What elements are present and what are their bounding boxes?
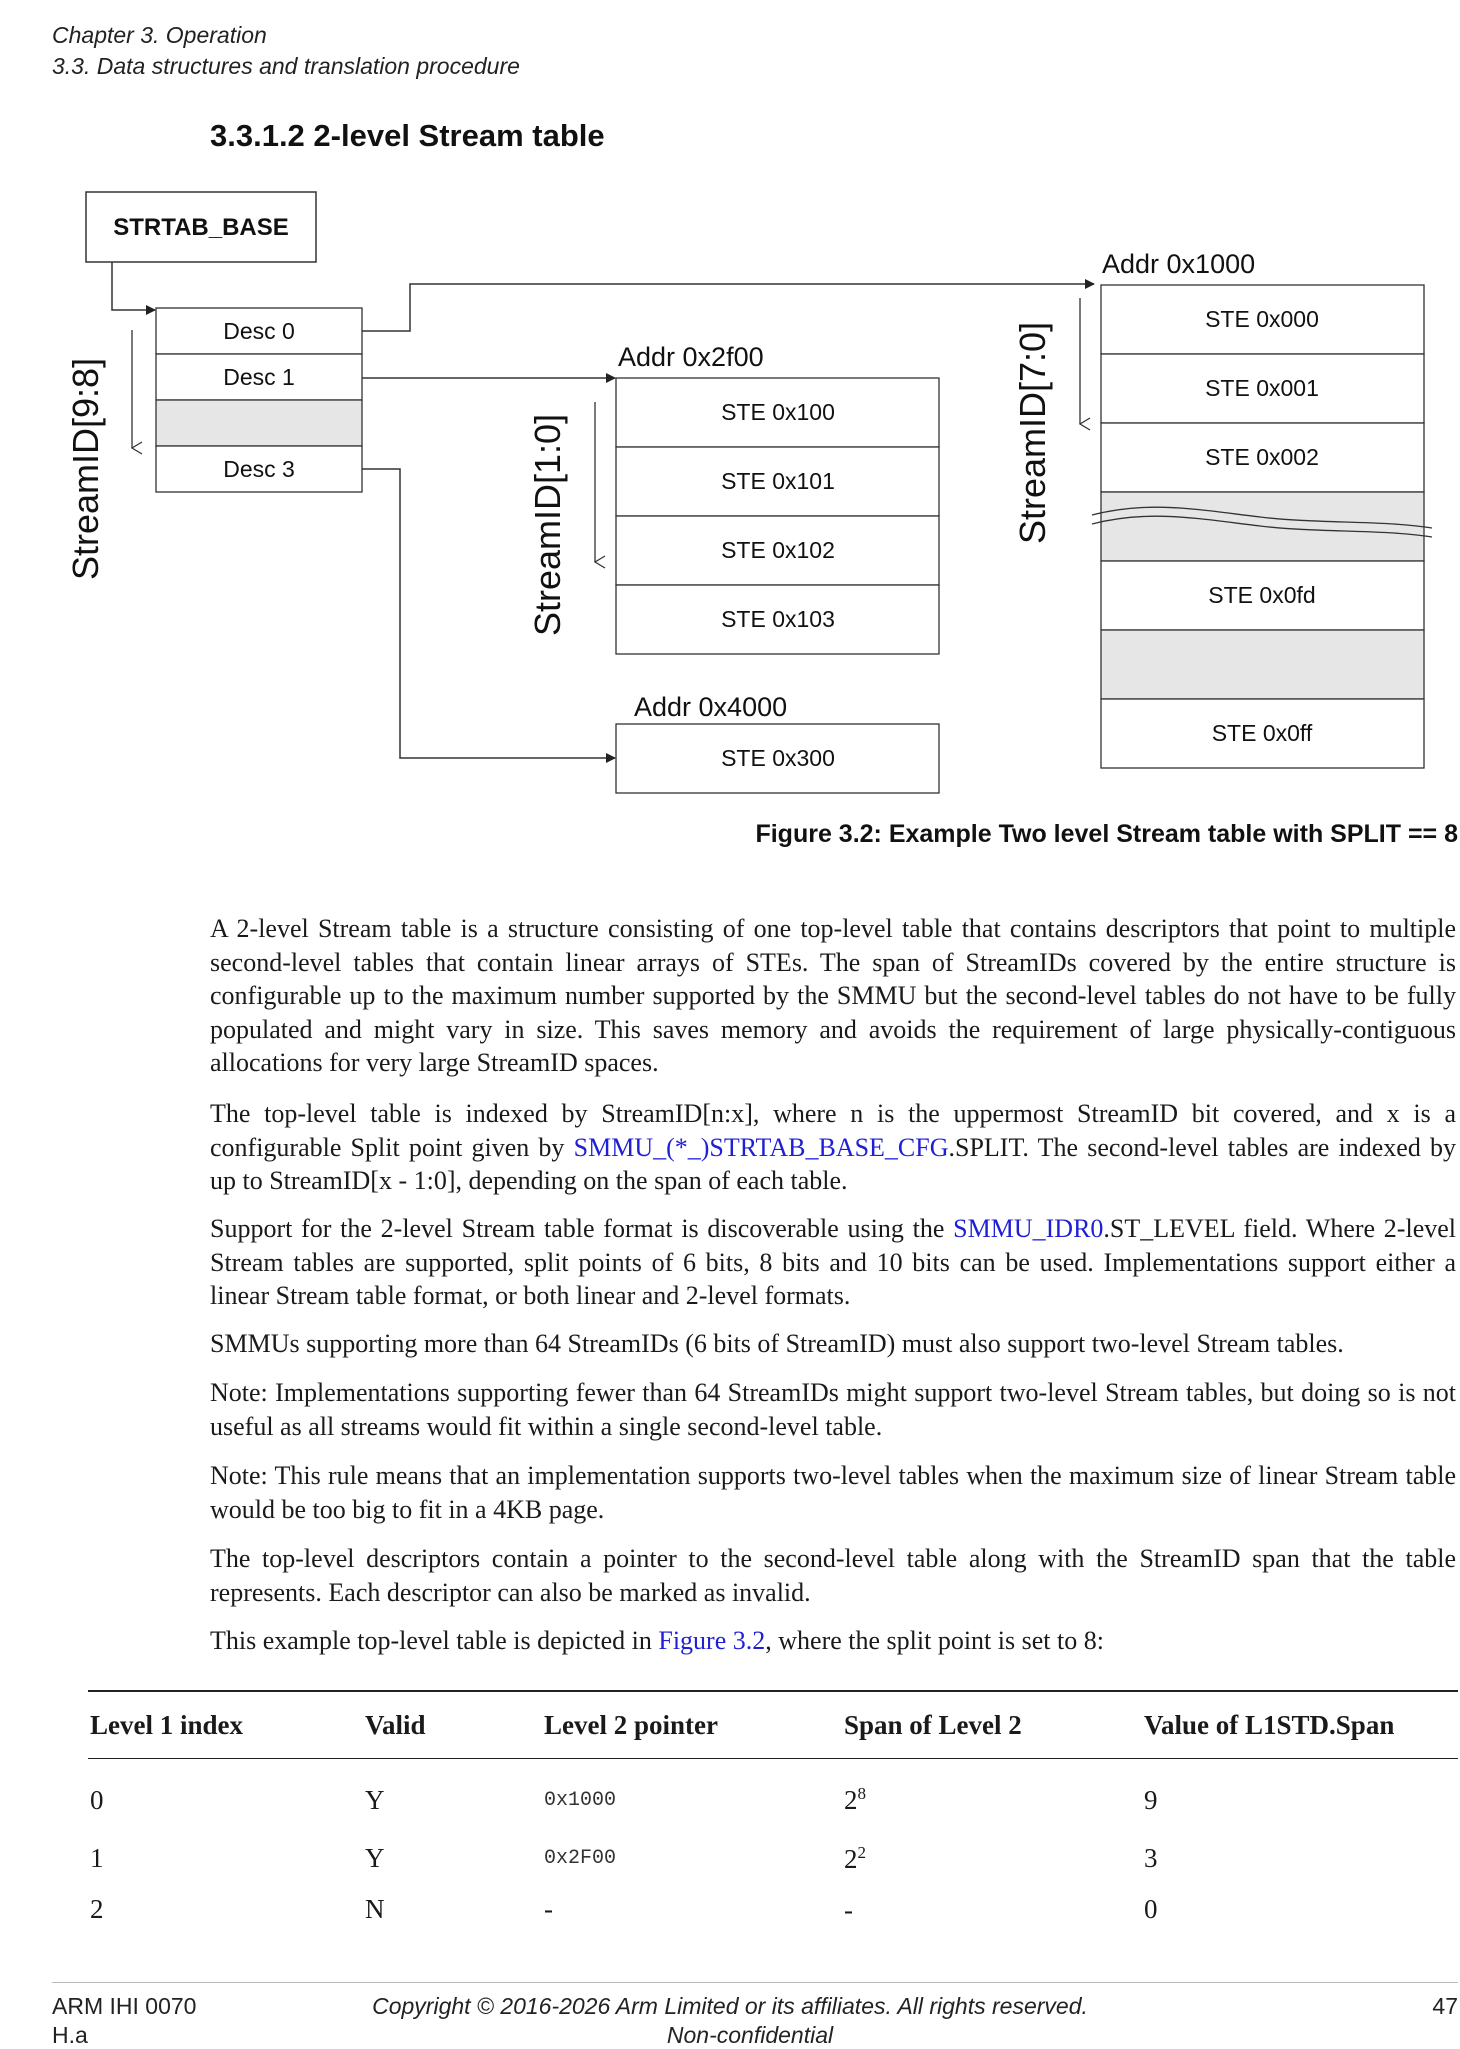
stream-table-diagram [0, 180, 1460, 800]
column-header: Value of L1STD.Span [1142, 1691, 1458, 1759]
footer-revision: H.a [52, 2022, 88, 2048]
descriptor-table [156, 308, 362, 492]
note-1: Note: Implementations supporting fewer than 64 StreamIDs might support two-level Stream tables, but doing so is not useful as all streams would fit within a single second-level table. [210, 1378, 1456, 1441]
paragraph-8-text: This example top-level table is depicted in [210, 1626, 659, 1655]
column-header: Valid [363, 1691, 542, 1759]
strtab-base-cfg-link[interactable]: SMMU_(*_)STRTAB_BASE_CFG [573, 1132, 949, 1162]
figure-caption: Figure 3.2: Example Two level Stream table with SPLIT == 8 [755, 820, 1458, 848]
footer-rule [52, 1982, 1458, 1983]
valid-cell: N [365, 1894, 385, 1924]
smmu-idr0-link[interactable]: SMMU_IDR0 [953, 1214, 1104, 1243]
table-b [616, 378, 939, 654]
ste-label: STE 0x0ff [1211, 720, 1313, 746]
l1-index-label: StreamID[9:8] [65, 357, 106, 580]
strtab-base-label: STRTAB_BASE [113, 214, 289, 241]
column-header: Level 2 pointer [542, 1691, 842, 1759]
ste-label: STE 0x002 [1205, 444, 1319, 470]
valid-cell: Y [365, 1843, 385, 1873]
l1std-span-cell: 9 [1144, 1784, 1158, 1815]
section-title: 3.3.1.2 2-level Stream table [210, 118, 605, 153]
desc3-pointer-arrow [362, 469, 615, 758]
footer-doc-id: ARM IHI 0070 [52, 1993, 197, 2019]
table-row [88, 1833, 1458, 1884]
table-c [616, 724, 939, 793]
figure-3-2-link[interactable]: Figure 3.2 [658, 1626, 766, 1655]
table-a-address: Addr 0x1000 [1102, 249, 1256, 279]
table-row [88, 1759, 1458, 1834]
span-exponent: 2 [857, 1842, 866, 1862]
span-cell [842, 1833, 1142, 1884]
paragraph-2-text: .SPLIT. The second-level tables are indexed by up to StreamID[x - 1:0], depending on the span of each table. [210, 1132, 1457, 1195]
table-a [1092, 285, 1432, 768]
ste-label: STE 0x103 [721, 606, 835, 632]
l1std-span-cell: 0 [1144, 1894, 1158, 1924]
desc-0-label: Desc 0 [223, 318, 295, 344]
table-header-row [88, 1691, 1458, 1759]
ste-label: STE 0x102 [721, 537, 835, 563]
desc0-pointer-arrow [362, 284, 1094, 331]
column-header: Span of Level 2 [842, 1691, 1142, 1759]
table-row [88, 1884, 1458, 1935]
paragraph-2 [210, 1097, 1456, 1198]
ste-label: STE 0x100 [721, 399, 835, 425]
level1-table [88, 1690, 1458, 1935]
running-header-chapter: Chapter 3. Operation [52, 22, 267, 48]
paragraph-8-text: , where the split point is set to 8: [765, 1626, 1104, 1655]
span-cell [842, 1759, 1142, 1834]
table-a-index-label: StreamID[7:0] [1012, 321, 1053, 544]
span-exponent: 8 [857, 1784, 866, 1803]
paragraph-4: SMMUs supporting more than 64 StreamIDs (6 bits of StreamID) must also support two-level Stream tables. [210, 1329, 1344, 1358]
level1-index-cell: 2 [90, 1894, 104, 1924]
desc-1-label: Desc 1 [223, 364, 295, 390]
running-header-section: 3.3. Data structures and translation procedure [52, 53, 520, 79]
level1-index-cell: 1 [90, 1843, 104, 1873]
ste-cell-empty [1101, 630, 1424, 699]
desc-3-label: Desc 3 [223, 456, 295, 482]
ste-label: STE 0x0fd [1208, 582, 1316, 608]
ste-label: STE 0x001 [1205, 375, 1319, 401]
pointer-cell: - [544, 1894, 553, 1924]
pointer-cell: 0x2F00 [544, 1847, 617, 1870]
base-pointer-arrow [112, 262, 155, 310]
ste-label: STE 0x000 [1205, 306, 1319, 332]
paragraph-3-text: Support for the 2-level Stream table format is discoverable using the [210, 1214, 954, 1243]
span-base: 2 [844, 1785, 858, 1815]
table-c-address: Addr 0x4000 [634, 692, 788, 722]
table-b-index-label: StreamID[1:0] [527, 413, 568, 636]
footer-copyright: Copyright © 2016-2026 Arm Limited or its affiliates. All rights reserved. [372, 1993, 1088, 2019]
span-cell [842, 1884, 1142, 1935]
column-header: Level 1 index [88, 1691, 363, 1759]
ste-label: STE 0x300 [721, 745, 835, 771]
paragraph-7: The top-level descriptors contain a pointer to the second-level table along with the StreamID span that the table represents. Each descriptor can also be marked as invalid. [210, 1544, 1456, 1607]
note-2: Note: This rule means that an implementation supports two-level tables when the maximum size of linear Stream table would be too big to fit in a 4KB page. [210, 1461, 1456, 1524]
table-b-address: Addr 0x2f00 [618, 342, 764, 372]
page-number: 47 [1432, 1993, 1458, 2019]
paragraph-3-text: .ST_LEVEL field. Where 2-level Stream tables are supported, split points of 6 bits, 8 bits and 10 bits can be used. Implementations support either a linear Stream table format, or both linear and 2-level formats. [210, 1214, 1456, 1310]
paragraph-1: A 2-level Stream table is a structure consisting of one top-level table that contains descriptors that point to multiple second-level tables that contain linear arrays of STEs. The span of StreamIDs covered by the entire structure is configurable up to the maximum number supported by the SMMU but the second-level tables do not have to be fully populated and might vary in size. This saves memory and avoids the requirement of large physically-contiguous allocations for very large StreamID spaces. [210, 914, 1456, 1077]
footer-confidentiality: Non-confidential [666, 2022, 834, 2048]
paragraph-3 [210, 1212, 1456, 1313]
pointer-cell: 0x1000 [544, 1788, 617, 1812]
paragraph-2-text: The top-level table is indexed by StreamID[n:x], where n is the uppermost StreamID bit covered, and x is a configurable Split point given by [210, 1099, 1456, 1162]
span-base: - [844, 1894, 853, 1925]
level1-index-cell: 0 [90, 1784, 104, 1815]
paragraph-8 [210, 1624, 1456, 1658]
l1std-span-cell: 3 [1144, 1843, 1158, 1873]
desc-cell-empty [156, 400, 362, 446]
valid-cell: Y [365, 1784, 385, 1815]
span-base: 2 [844, 1843, 858, 1874]
ste-label: STE 0x101 [721, 468, 835, 494]
